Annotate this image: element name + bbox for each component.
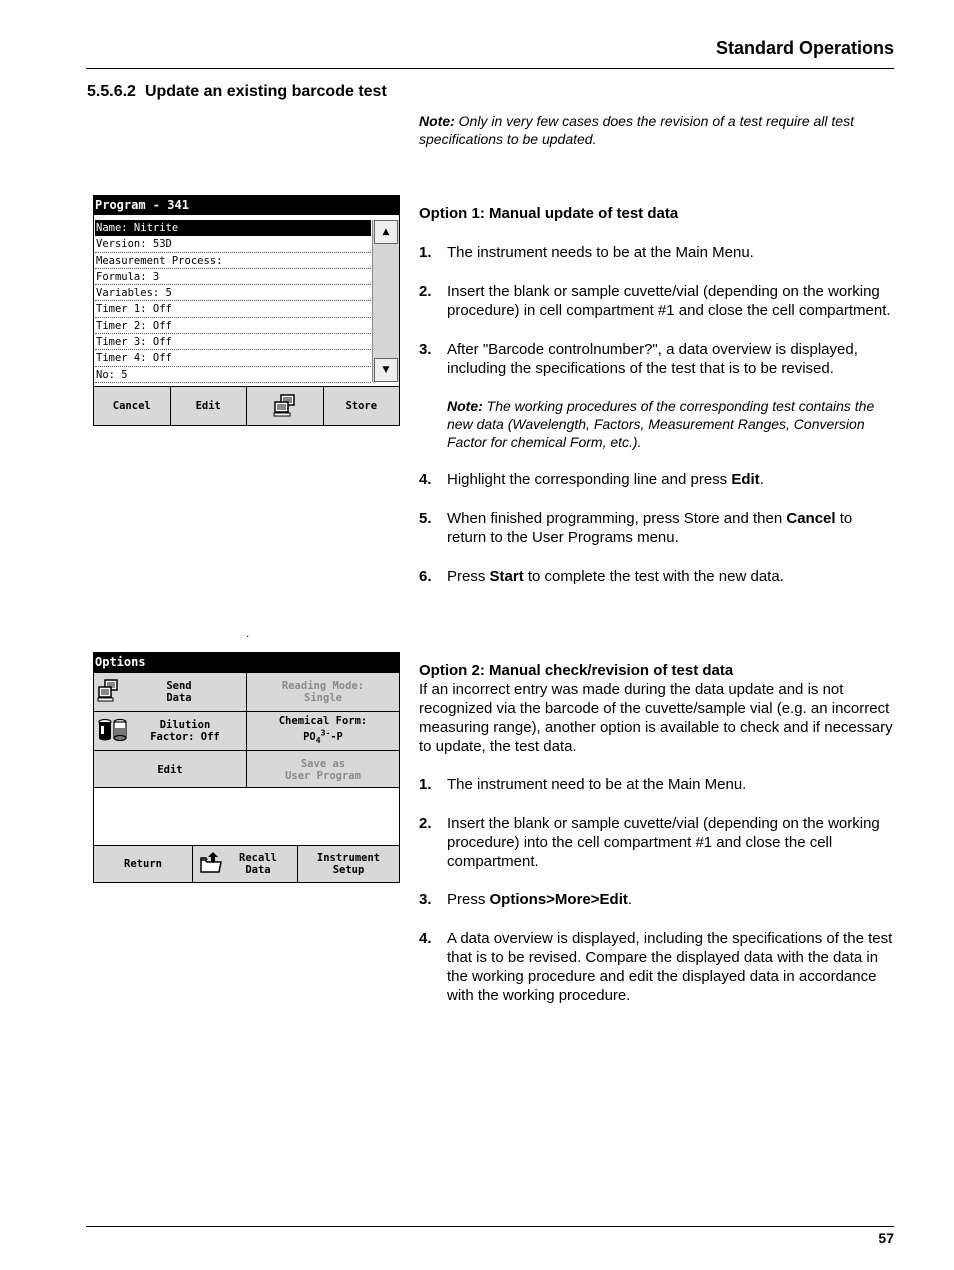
- list-row-no[interactable]: No: 5: [95, 367, 371, 383]
- save-as-user-program-button[interactable]: [247, 751, 399, 789]
- return-button[interactable]: Return: [94, 846, 193, 882]
- option2-heading: Option 2: Manual check/revision of test data: [419, 662, 734, 679]
- step-text: When finished programming, press Store and then: [447, 510, 787, 527]
- step-text: Insert the blank or sample cuvette/vial (depending on the working procedure) in cell compartment #1 and close the cell compartment.: [447, 283, 891, 319]
- option1-step-5: [419, 509, 895, 547]
- step-text-end: to complete the test with the new data.: [523, 568, 784, 585]
- option1-step-6: [419, 567, 895, 586]
- options-grid: [94, 672, 399, 789]
- computer-icon: [272, 394, 298, 418]
- step-number: 4.: [419, 930, 432, 947]
- section-number: 5.5.6.2: [87, 83, 136, 100]
- section-title: Update an existing barcode test: [144, 83, 387, 100]
- options-button-bar: [94, 845, 399, 882]
- triangle-up-icon: ▲: [382, 227, 390, 237]
- reading-mode-label: Reading Mode:: [281, 680, 365, 692]
- program-screen: [93, 195, 400, 426]
- option1-note: [447, 397, 895, 451]
- step-number: 2.: [419, 815, 432, 832]
- option2-intro: If an incorrect entry was made during the data update and is not recognized via the barcode of the cuvette/sample vial (e.g. an incorrect measuring range), another option is available to check and if necessary to update, the test data.: [419, 681, 893, 755]
- triangle-down-icon: ▼: [382, 365, 390, 375]
- send-label: Send: [166, 680, 192, 692]
- step-keyword: Start: [489, 568, 524, 585]
- step-text: A data overview is displayed, including the specifications of the test that is to be revised. Compare the displayed data with the data in the working procedure and edit the displayed data in accordance with the working procedure.: [447, 930, 893, 1004]
- note-text: Only in very few cases does the revision of a test require all test specifications to be updated.: [419, 113, 854, 147]
- recall-data-button[interactable]: [193, 846, 298, 882]
- step-number: 6.: [419, 568, 432, 585]
- step-keyword: Edit: [731, 471, 760, 488]
- reading-mode-button[interactable]: [247, 673, 399, 711]
- step-text-end: to return to the User Programs menu.: [447, 510, 853, 546]
- option1-step-2: [419, 282, 895, 320]
- note-label: Note:: [419, 113, 455, 129]
- chemical-form-label: Chemical Form:: [278, 715, 368, 728]
- header-rule: [86, 68, 894, 69]
- scroll-down-button[interactable]: [374, 358, 398, 382]
- note-label: Note:: [447, 398, 483, 414]
- note-top: [419, 112, 889, 148]
- list-row-timer-4[interactable]: Timer 4: Off: [95, 350, 371, 366]
- list-row-timer-3[interactable]: Timer 3: Off: [95, 334, 371, 350]
- step-text-end: .: [627, 891, 633, 908]
- option2-block: [419, 661, 895, 1005]
- computer-icon: [97, 679, 121, 706]
- step-number: 3.: [419, 341, 432, 358]
- list-row-version[interactable]: Version: 53D: [95, 236, 371, 252]
- step-text: After "Barcode controlnumber?", a data overview is displayed, including the specifications of the test that is to be revised.: [447, 341, 858, 377]
- program-button-bar: [94, 386, 399, 425]
- program-screen-title: Program - 341: [94, 196, 399, 215]
- option1-step-1: [419, 243, 895, 262]
- options-empty-area: [94, 787, 399, 845]
- edit-button[interactable]: Edit: [94, 751, 247, 789]
- vials-icon: [97, 718, 129, 745]
- reading-mode-value: Single: [304, 692, 342, 704]
- option1-block: [419, 204, 895, 586]
- options-screen-title: Options: [94, 653, 399, 672]
- dilution-label: Dilution: [159, 719, 211, 731]
- step-number: 1.: [419, 776, 432, 793]
- step-text-end: .: [759, 471, 764, 488]
- send-data-button[interactable]: [94, 673, 247, 711]
- cancel-button[interactable]: Cancel: [94, 387, 171, 425]
- program-data-list: [95, 220, 371, 383]
- recall-label: Recall: [239, 852, 277, 864]
- running-header: Standard Operations: [715, 38, 894, 58]
- step-keyword: Cancel: [786, 510, 836, 527]
- note-text: The working procedures of the corresponding test contains the new data (Wavelength, Factors, Measurement Ranges, Conversion Factor for chemical Form, etc.).: [447, 398, 875, 450]
- step-keyword: Options>More>Edit: [489, 891, 628, 908]
- section-heading: [87, 83, 387, 101]
- option2-step-4: [419, 929, 895, 1005]
- save-label: Save as: [300, 758, 346, 770]
- step-text: The instrument need to be at the Main Menu.: [447, 776, 747, 793]
- list-row-formula[interactable]: Formula: 3: [95, 269, 371, 285]
- list-row-name[interactable]: Name: Nitrite: [95, 220, 371, 236]
- dilution-factor-button[interactable]: [94, 712, 247, 750]
- chemical-form-button[interactable]: [247, 712, 399, 750]
- step-number: 4.: [419, 471, 432, 488]
- page-number: 57: [878, 1230, 894, 1246]
- instrument-setup-button[interactable]: [298, 846, 399, 882]
- step-text: Highlight the corresponding line and press: [447, 471, 732, 488]
- option1-step-3: [419, 340, 895, 378]
- step-number: 1.: [419, 244, 432, 261]
- save-label-2: User Program: [285, 770, 361, 782]
- step-number: 2.: [419, 283, 432, 300]
- list-row-measurement-process[interactable]: Measurement Process:: [95, 253, 371, 269]
- step-number: 3.: [419, 891, 432, 908]
- footer-rule: [86, 1226, 894, 1227]
- chemical-formula: $PO_4^{3-}-P$: [303, 728, 343, 745]
- recall-label-2: Data: [245, 864, 271, 876]
- options-row-1: [94, 672, 399, 711]
- step-text: The instrument needs to be at the Main Menu.: [447, 244, 754, 261]
- option1-step-4: [419, 470, 895, 489]
- step-number: 5.: [419, 510, 432, 527]
- option2-step-1: [419, 775, 895, 794]
- option2-step-2: [419, 814, 895, 871]
- send-label-2: Data: [166, 692, 192, 704]
- step-text: Insert the blank or sample cuvette/vial (depending on the working procedure) into the cell compartment #1 and close the cell compartment.: [447, 815, 880, 870]
- option2-step-3: [419, 890, 895, 909]
- options-row-3: [94, 750, 399, 789]
- dilution-value: Factor: Off: [150, 731, 220, 743]
- setup-label: Instrument: [316, 852, 381, 864]
- store-button[interactable]: Store: [324, 387, 400, 425]
- step-text: Press: [447, 568, 490, 585]
- options-screen: [93, 652, 400, 883]
- edit-button[interactable]: Edit: [171, 387, 248, 425]
- list-row-timer-2[interactable]: Timer 2: Off: [95, 318, 371, 334]
- list-scrollbar[interactable]: [372, 220, 399, 382]
- computer-button[interactable]: [247, 387, 324, 425]
- folder-icon: [199, 851, 223, 878]
- scroll-up-button[interactable]: [374, 220, 398, 244]
- setup-label-2: Setup: [332, 864, 365, 876]
- list-row-timer-1[interactable]: Timer 1: Off: [95, 301, 371, 317]
- step-text: Press: [447, 891, 490, 908]
- option1-heading: Option 1: Manual update of test data: [419, 205, 679, 222]
- stray-dot: .: [246, 626, 250, 640]
- options-row-2: [94, 711, 399, 750]
- list-row-variables[interactable]: Variables: 5: [95, 285, 371, 301]
